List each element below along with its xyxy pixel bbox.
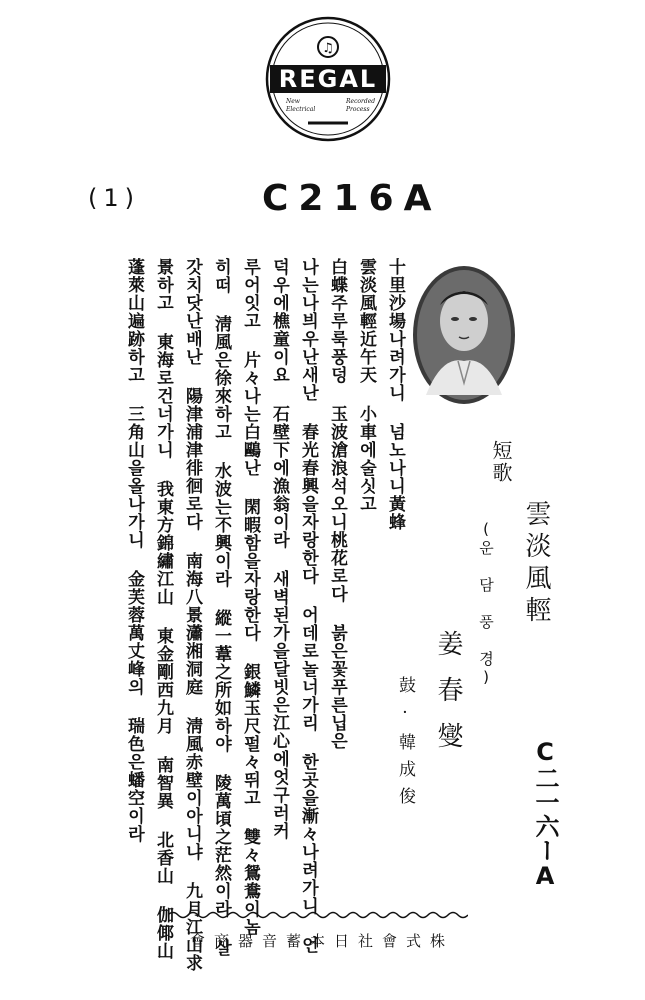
regal-logo-graphic — [264, 15, 392, 143]
lyric-line: 루어잇고 片々나는白鷗난 閑暇함을자랑한다 銀鱗玉尺펄々뛰고 雙々鴛鴦이놈 — [240, 258, 260, 936]
title-reading: (운 담 풍 경) — [477, 520, 495, 688]
svg-text:Process: Process — [346, 106, 370, 113]
lyric-line: 덕우에樵童이요 石壁下에漁翁이라 새벽된가을달빗은江心에엇구러커 — [269, 258, 289, 840]
catalog-number: C216A — [262, 178, 442, 219]
genre-label: 短歌 — [489, 440, 513, 484]
footer-divider — [168, 910, 468, 920]
svg-text:REGAL: REGAL — [278, 65, 378, 93]
lyric-line: 景하고 東海로건너가니 我東方錦繡江山 東金剛西九月 南智異 北香山 伽倻山 — [153, 258, 173, 960]
accompanist-name: 鼓·韓成俊 — [395, 676, 415, 814]
svg-text:Electrical: Electrical — [286, 106, 316, 113]
regal-logo — [264, 15, 392, 143]
company-name: 會商器音蓄本日社會式株 — [190, 932, 455, 950]
song-title: 雲淡風輕 — [521, 500, 551, 628]
lyric-line: 白蝶주루룩풍덩 玉波滄浪석오니桃花로다 붉은꽃푸른닙은 — [327, 258, 347, 750]
lyric-line: 十里沙場나려가니 넘노나니黃蜂 — [385, 258, 405, 531]
svg-text:♫: ♫ — [322, 41, 334, 56]
catalog-number-vertical: C二一六ーA — [531, 738, 559, 890]
portrait-image — [412, 265, 516, 405]
wavy-divider — [168, 910, 468, 920]
svg-text:Recorded: Recorded — [346, 98, 376, 105]
page-number: (1) — [88, 184, 140, 212]
lyric-line: 雲淡風輕近午天 小車에술싯고 — [356, 258, 376, 513]
lyric-line: 나는나븨우난새난 春光春興을자랑한다 어데로놀너가리 한곳을漸々나려가니 언 — [298, 258, 318, 954]
lyric-line: 갓치닷난배난 陽津浦津徘徊로다 南海八景瀟湘洞庭 淸風赤壁이아니냐 九月江山求 — [182, 258, 202, 972]
lyric-line: 히떠 淸風은徐來하고 水波는不興이라 縱一葦之所如하야 陵萬頃之茫然이라 살 — [211, 258, 231, 957]
singer-portrait — [412, 265, 516, 405]
svg-text:New: New — [286, 98, 300, 105]
singer-name: 姜春燮 — [433, 630, 463, 768]
lyric-line: 蓬萊山遍跡하고 三角山을올나가니 金芙蓉萬丈峰의 瑞色은蟠空이라 — [124, 258, 144, 843]
